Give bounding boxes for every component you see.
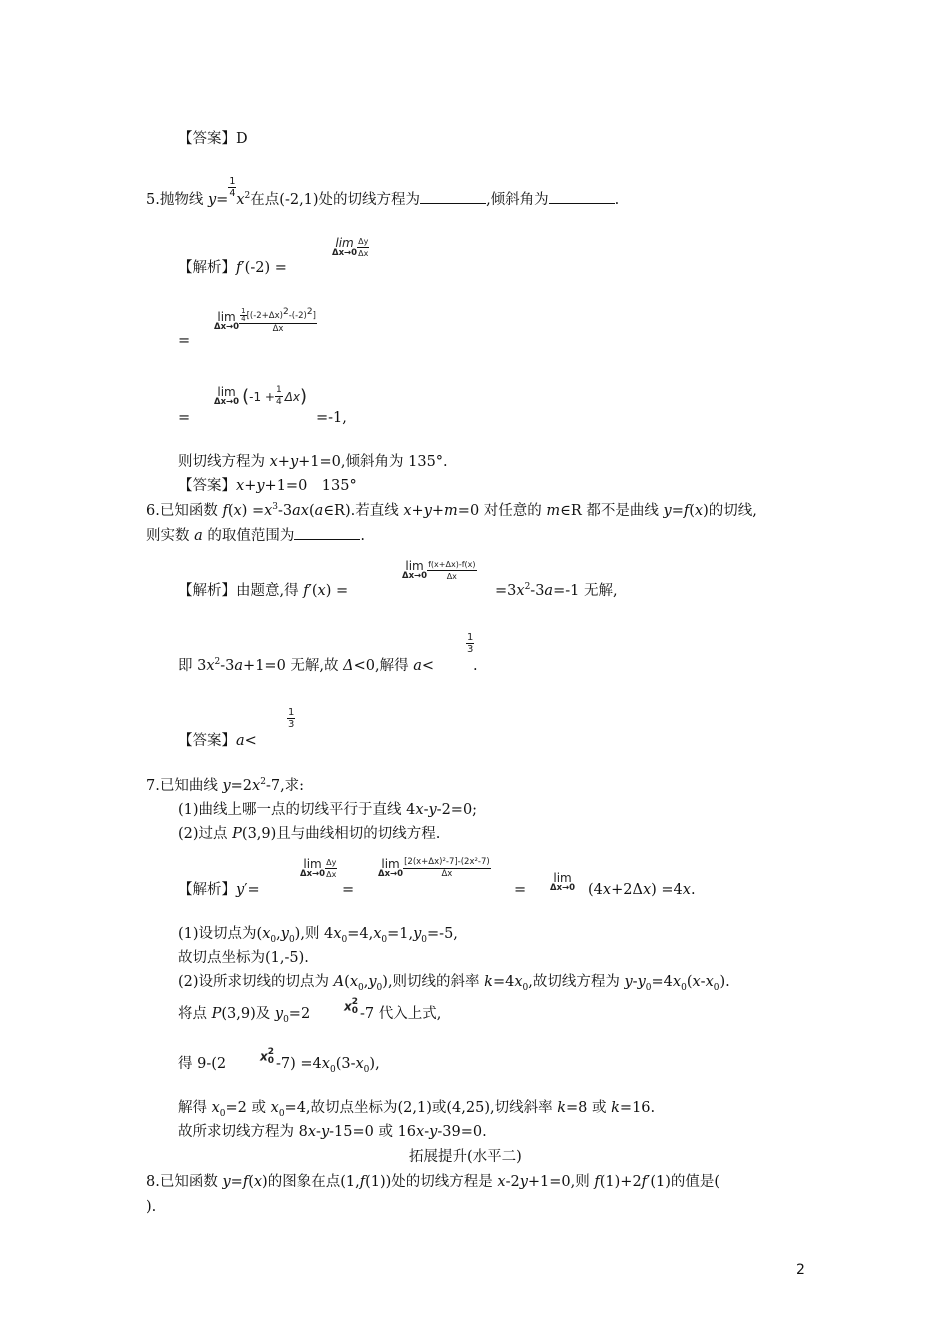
q7-solution-step3: 将点 P(3,9)及 $y_0=2$ <box>178 1006 311 1025</box>
q7-solution-step3-tail: -7 代入上式, <box>360 1006 442 1022</box>
equals-sign: = <box>178 333 191 349</box>
q7-solution-step4-tail: $-7) =4x_0(3-x_0)$, <box>276 1056 380 1075</box>
q6-solution-line1: 【解析】由题意,得 f′(x) = <box>178 583 349 599</box>
limit-formula-image: lim Δx→0 $\frac{f(x+\Delta x)-f(x)}{\Delta x}$ <box>402 559 476 581</box>
q4-answer: 【答案】D <box>178 131 248 147</box>
question-5: 5.抛物线 y= $\frac{1}{4}$ $x^2$在点(-2,1)处的切线方程为 ,倾斜角为 . <box>146 176 620 208</box>
limit-formula-image: lim Δx→0 ( -1 + $\frac{1}{4}$ Δx ) <box>214 385 308 407</box>
q6-solution-tail: $=3x^2-3a=-1$ 无解, <box>495 582 618 599</box>
q5-answer: 【答案】x+y+1=0 135° <box>178 478 357 494</box>
limit-formula-image: lim Δx→0 $\frac{\Delta y}{\Delta x}$ <box>332 236 369 258</box>
q7-derivative-result: (4x+2Δx) =4x. <box>588 882 696 898</box>
limit-formula-image: lim Δx→0 $\frac{\Delta y}{\Delta x}$ <box>300 857 337 879</box>
section-heading: 拓展提升(水平二) <box>409 1149 522 1165</box>
question-6: 6.已知函数 $f(x) =x^3-3ax(a\in R)$.若直线 x+y+m=0 对任意的 m∈R 都不是曲线 y=f(x)的切线, <box>146 502 757 519</box>
q7-solution-step6: 故所求切线方程为 8x-y-15=0 或 16x-y-39=0. <box>178 1124 487 1140</box>
limit-formula-image: lim Δx→0 <box>550 871 576 893</box>
formula-image-x0-squared: x 2 0 <box>260 1047 275 1066</box>
q7-part2: (2)过点 P(3,9)且与曲线相切的切线方程. <box>178 826 441 842</box>
fraction-image: $\frac{1}{3}$ <box>288 707 295 730</box>
period: . <box>473 658 478 674</box>
q5-solution-line1: 【解析】f′(-2) = <box>178 260 287 276</box>
equals-sign: = <box>178 410 191 426</box>
q7-solution-step5: 解得 $x_0=2$ 或 $x_0=4$,故切点坐标为(2,1)或(4,25),切线斜率 k=8 或 k=16. <box>178 1100 656 1119</box>
question-8: 8.已知函数 y=f(x)的图象在点(1,f(1))处的切线方程是 x-2y+1=0,则 f(1)+2f′(1)的值是( <box>146 1174 721 1190</box>
q7-part1: (1)曲线上哪一点的切线平行于直线 4x-y-2=0; <box>178 802 478 818</box>
q7-solution-step1b: 故切点坐标为(1,-5). <box>178 950 309 966</box>
q5-result: =-1, <box>316 410 347 426</box>
q6-solution-line2: 即 $3x^2-3a+1=0$ 无解,故 Δ<0,解得 a< <box>178 657 435 674</box>
q7-solution-label: 【解析】y′= <box>178 882 260 898</box>
question-6-line2: 则实数 a 的取值范围为 . <box>146 528 365 544</box>
q7-solution-step2: (2)设所求切线的切点为 $A(x_0,y_0)$,则切线的斜率 $k=4x_0$,故切线方程为 $y-y_0=4x_0(x-x_0)$. <box>178 974 730 993</box>
fraction-image: $\frac{1}{3}$ <box>467 632 474 655</box>
answer-blank <box>549 191 615 204</box>
q7-solution-step1: (1)设切点为$(x_0,y_0)$,则 $4x_0=4,x_0=1,y_0=-5$, <box>178 926 458 945</box>
q7-solution-step4: 得 9-(2 <box>178 1056 227 1072</box>
answer-blank <box>294 527 360 540</box>
limit-formula-image: lim Δx→0 $\frac{\text{[2(x+Δx)²-7]-(2x²-7)}}{\Delta x}$ <box>378 857 490 879</box>
question-7: 7.已知曲线 $y=2x^2-7$,求: <box>146 777 305 794</box>
q6-answer: 【答案】a< <box>178 733 257 749</box>
equals-sign: = <box>342 882 355 898</box>
answer-blank <box>420 191 486 204</box>
question-8-line2: ). <box>146 1199 157 1215</box>
q5-conclusion: 则切线方程为 x+y+1=0,倾斜角为 135°. <box>178 454 448 470</box>
limit-formula-image: lim Δx→0 $\frac{1}{4}$ $[(-2+\Delta x)^2-(-2)^2]$ Δx <box>214 307 316 334</box>
formula-image-x0-squared: x 2 0 <box>344 997 359 1016</box>
page-number: 2 <box>796 1262 805 1278</box>
equals-sign: = <box>514 882 527 898</box>
